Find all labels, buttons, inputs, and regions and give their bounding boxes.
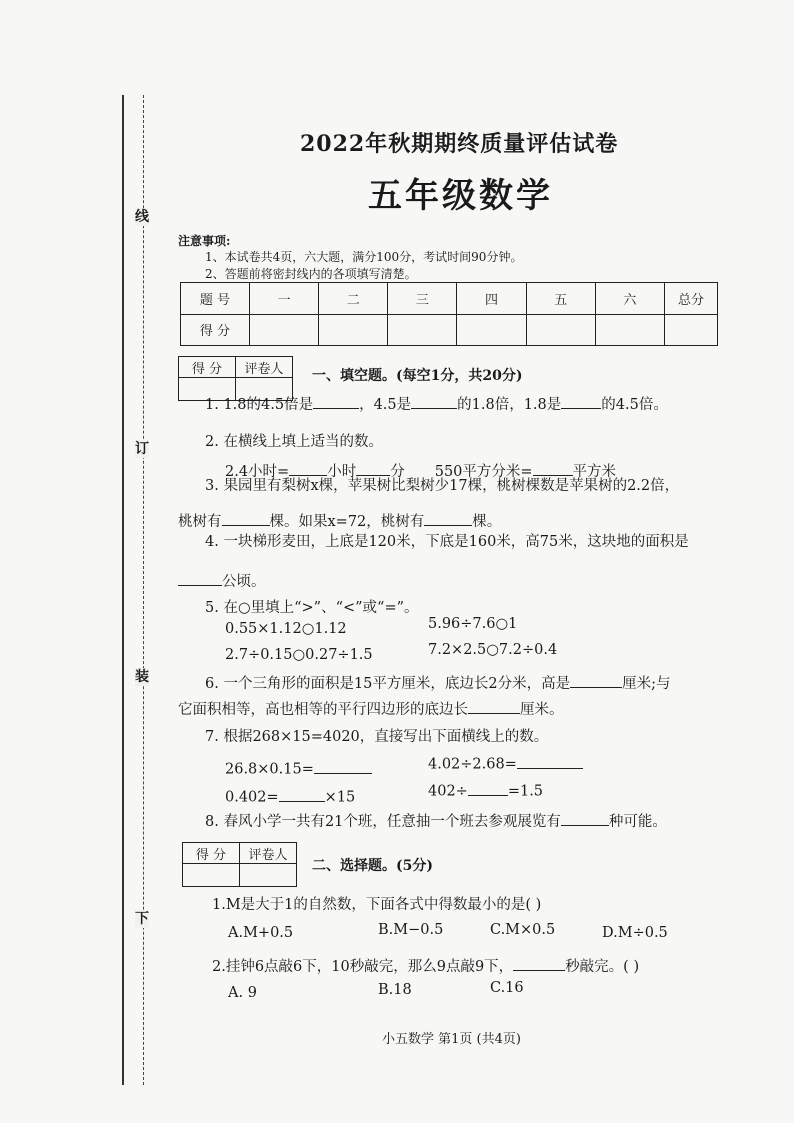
q7-blank-c[interactable]	[279, 786, 325, 802]
note-item: 2、答题前将密封线内的各项填写清楚。	[205, 267, 417, 281]
q6-line2	[178, 698, 564, 719]
q5-item-c: 2.7÷0.15○0.27÷1.5	[225, 647, 373, 663]
q7-text-d2: =1.5	[507, 783, 544, 800]
mini-score-cell	[183, 864, 240, 887]
score-cell	[526, 314, 595, 346]
q7-item-a	[225, 758, 372, 778]
q2-text-e: 平方米	[572, 464, 617, 480]
score-col-header: 一	[250, 283, 319, 315]
score-cell	[388, 314, 457, 346]
score-row-label: 得 分	[181, 314, 250, 346]
q5-text: 5. 在○里填上“>”、“<”或“=”。	[205, 600, 419, 616]
mini-score-label: 得 分	[183, 843, 240, 864]
q7-blank-d[interactable]	[468, 780, 508, 796]
score-cell	[319, 314, 388, 346]
q7-text-b: 4.02÷2.68=	[428, 756, 517, 773]
mini-grader-label: 评卷人	[240, 843, 297, 864]
s2-q2-text-b: 秒敲完。( )	[565, 959, 640, 975]
q6-line1	[205, 672, 671, 693]
mini-grader-cell	[240, 864, 297, 887]
score-col-header: 五	[526, 283, 595, 315]
q1-blank-2[interactable]	[411, 394, 457, 410]
q5-item-d: 7.2×2.5○7.2÷0.4	[428, 642, 558, 658]
exam-title: 2022年秋期期终质量评估试卷	[300, 131, 619, 157]
binding-char-xia: 下	[135, 911, 149, 927]
s2-q1-option-d[interactable]: D.M÷0.5	[602, 925, 668, 941]
score-col-header: 三	[388, 283, 457, 315]
q3-line2	[178, 510, 501, 531]
q7-item-c	[225, 786, 355, 806]
section1-heading: 一、填空题。(每空1分，共20分)	[312, 368, 523, 384]
seal-dashed-line	[143, 95, 144, 1085]
q7-text: 7. 根据268×15=4020，直接写出下面横线上的数。	[205, 729, 549, 745]
q1-blank-1[interactable]	[313, 394, 359, 410]
mini-score-label: 得 分	[179, 357, 236, 378]
s2-q2-option-c[interactable]: C.16	[490, 980, 524, 996]
score-col-header: 二	[319, 283, 388, 315]
q8-blank[interactable]	[561, 811, 609, 827]
q1-text-c: 的1.8倍，1.8是	[457, 397, 562, 413]
score-col-header: 四	[457, 283, 526, 315]
q3-text-b: 棵。如果x=72，桃树有	[269, 514, 425, 530]
q7-item-d	[428, 780, 543, 800]
s2-q1-text: 1.M是大于1的自然数，下面各式中得数最小的是( )	[212, 897, 542, 913]
q2-text-d: 550平方分米=	[434, 464, 533, 480]
q3-text-a: 桃树有	[178, 514, 222, 530]
s2-q1-option-c[interactable]: C.M×0.5	[490, 922, 556, 938]
s2-q2-blank[interactable]	[513, 956, 565, 972]
q7-blank-a[interactable]	[314, 758, 372, 774]
q1-text-b: ，4.5是	[359, 397, 412, 413]
q8-line	[205, 810, 667, 831]
q6-text-a: 6. 一个三角形的面积是15平方厘米，底边长2分米，高是	[205, 676, 571, 692]
binding-char-xian: 线	[135, 209, 149, 225]
s2-q2-line	[212, 955, 639, 976]
binding-char-zhuang: 装	[135, 669, 149, 685]
q7-text-c: 0.402=	[225, 789, 279, 806]
q1-line	[205, 393, 668, 414]
q3-text-c: 棵。	[472, 514, 502, 530]
q1-text-a: 1. 1.8的4.5倍是	[205, 397, 314, 413]
q8-text-a: 8. 春风小学一共有21个班，任意抽一个班去参观展览有	[205, 814, 561, 830]
q3-blank-2[interactable]	[424, 511, 472, 527]
q6-text-c: 它面积相等，高也相等的平行四边形的底边长	[178, 702, 468, 718]
q6-blank-1[interactable]	[570, 673, 622, 689]
score-cell	[457, 314, 526, 346]
q7-text-a: 26.8×0.15=	[225, 761, 314, 778]
score-cell	[595, 314, 664, 346]
score-col-header: 六	[595, 283, 664, 315]
score-cell	[665, 314, 718, 346]
s2-q2-option-a[interactable]: A. 9	[228, 985, 257, 1001]
q6-blank-2[interactable]	[468, 699, 520, 715]
notes-title: 注意事项:	[178, 234, 231, 248]
binding-edge-line	[122, 95, 124, 1085]
q6-text-d: 厘米。	[520, 702, 564, 718]
q4-blank[interactable]	[178, 571, 222, 587]
s2-q1-option-b[interactable]: B.M−0.5	[378, 922, 444, 938]
score-cell	[250, 314, 319, 346]
q5-item-a: 0.55×1.12○1.12	[225, 621, 347, 637]
binding-char-ding: 订	[135, 441, 149, 457]
score-col-header: 总分	[665, 283, 718, 315]
note-item: 1、本试卷共4页，六大题，满分100分，考试时间90分钟。	[205, 250, 523, 264]
q8-text-b: 种可能。	[608, 814, 667, 830]
q7-blank-b[interactable]	[517, 753, 583, 769]
q6-text-b: 厘米;与	[622, 676, 671, 692]
q3-blank-1[interactable]	[222, 511, 270, 527]
q2-text-b: 小时	[327, 464, 357, 480]
q4-line1: 4. 一块梯形麦田，上底是120米，下底是160米，高75米，这块地的面积是	[205, 534, 689, 550]
q1-text-d: 的4.5倍。	[601, 397, 668, 413]
s2-q2-option-b[interactable]: B.18	[378, 982, 412, 998]
page-footer: 小五数学 第1页 (共4页)	[382, 1032, 521, 1047]
mini-grader-label: 评卷人	[236, 357, 293, 378]
q4-line2	[178, 570, 266, 591]
q2-text-c: 分	[390, 464, 405, 480]
section2-score-box	[182, 842, 297, 887]
q7-text-c2: ×15	[324, 789, 356, 806]
q7-text-d: 402÷	[428, 783, 468, 800]
q2-text-a: 2.4小时=	[225, 464, 290, 480]
q1-blank-3[interactable]	[561, 394, 601, 410]
exam-subject: 五年级数学	[368, 176, 553, 216]
q7-item-b	[428, 753, 583, 773]
s2-q2-text-a: 2.挂钟6点敲6下，10秒敲完，那么9点敲9下，	[212, 959, 514, 975]
q3-line1: 3. 果园里有梨树x棵，苹果树比梨树少17棵，桃树棵数是苹果树的2.2倍，	[205, 478, 680, 494]
score-table	[180, 282, 718, 346]
s2-q1-option-a[interactable]: A.M+0.5	[228, 925, 294, 941]
q5-item-b: 5.96÷7.6○1	[428, 616, 518, 632]
score-row-label: 题 号	[181, 283, 250, 315]
score-table-header-row	[181, 283, 718, 315]
section2-heading: 二、选择题。(5分)	[312, 858, 433, 874]
q4-text-b: 公顷。	[222, 574, 266, 590]
q2-text: 2. 在横线上填上适当的数。	[205, 434, 383, 450]
score-table-score-row	[181, 314, 718, 346]
